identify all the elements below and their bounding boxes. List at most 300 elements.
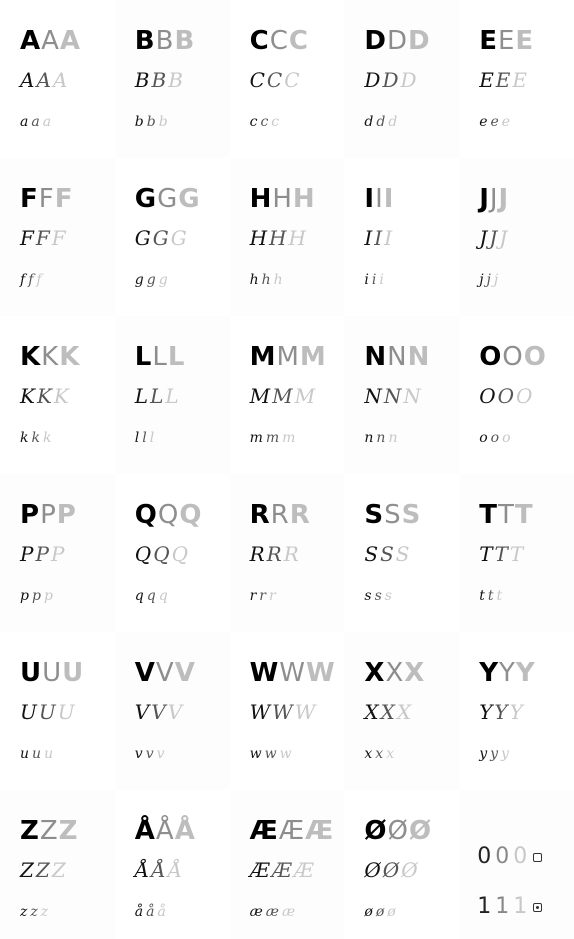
print-glyph: E: [515, 26, 534, 56]
script-glyph: D: [400, 68, 417, 92]
print-glyph: L: [167, 342, 185, 372]
number-glyph: 0: [513, 844, 528, 869]
lower-glyph: x: [364, 746, 373, 762]
lower-glyph: å: [157, 904, 166, 920]
lower-glyph: k: [42, 430, 52, 446]
print-glyph: L: [152, 342, 167, 372]
script-glyph: B: [168, 68, 183, 92]
print-glyph: Z: [20, 816, 39, 846]
script-glyph: T: [509, 542, 524, 566]
lower-glyph: u: [32, 746, 42, 762]
lower-glyph: t: [487, 588, 494, 604]
lower-glyph: l: [134, 430, 140, 446]
lower-glyph: w: [264, 746, 277, 762]
lower-row: [364, 882, 459, 922]
script-row: [364, 214, 459, 250]
print-row: [364, 180, 459, 214]
print-row: [250, 496, 345, 530]
number-glyph: 0: [477, 844, 492, 869]
lower-glyph: a: [31, 114, 40, 130]
script-row: [250, 56, 345, 92]
print-glyph: B: [174, 26, 195, 56]
print-row: [479, 338, 574, 372]
lower-row: [479, 566, 574, 606]
print-glyph: C: [269, 26, 288, 56]
script-glyph: J: [489, 226, 498, 250]
script-row: [364, 372, 459, 408]
start-point-icon: [533, 903, 542, 912]
lower-glyph: n: [364, 430, 374, 446]
print-row: [479, 654, 574, 688]
lower-row: [250, 408, 345, 448]
print-glyph: C: [288, 26, 308, 56]
script-glyph: M: [249, 384, 271, 408]
print-glyph: W: [306, 658, 335, 688]
script-row: [250, 372, 345, 408]
script-row: [479, 372, 574, 408]
lower-glyph: y: [479, 746, 488, 762]
script-glyph: S: [395, 542, 410, 566]
print-glyph: H: [249, 184, 272, 214]
letter-card: [344, 632, 459, 790]
lower-glyph: h: [273, 272, 283, 288]
script-glyph: Æ: [249, 858, 270, 882]
lower-glyph: s: [374, 588, 382, 604]
lower-glyph: o: [490, 430, 500, 446]
print-glyph: F: [54, 184, 73, 214]
print-glyph: F: [38, 184, 54, 214]
script-glyph: B: [134, 68, 150, 92]
script-glyph: A: [52, 68, 68, 92]
print-glyph: M: [299, 342, 326, 372]
letter-card: [344, 0, 459, 158]
lower-glyph: b: [134, 114, 144, 130]
script-glyph: U: [57, 700, 75, 724]
lower-glyph: w: [249, 746, 262, 762]
print-glyph: T: [479, 500, 497, 530]
letter-card: [115, 316, 230, 474]
print-row: [364, 338, 459, 372]
script-row: [364, 846, 459, 882]
lower-row: [364, 724, 459, 764]
print-row: [135, 22, 230, 56]
print-glyph: Ø: [408, 816, 432, 846]
print-glyph: Ø: [364, 816, 387, 846]
print-row: [20, 180, 115, 214]
print-glyph: Æ: [305, 816, 334, 846]
lower-glyph: m: [249, 430, 263, 446]
lower-row: [135, 882, 230, 922]
lower-glyph: j: [486, 272, 491, 288]
script-glyph: R: [283, 542, 299, 566]
script-glyph: X: [380, 700, 395, 724]
print-row: [20, 654, 115, 688]
print-row: [20, 812, 115, 846]
lower-row: [135, 566, 230, 606]
print-glyph: B: [134, 26, 155, 56]
lower-row: [20, 724, 115, 764]
print-glyph: Q: [179, 500, 202, 530]
print-row: [20, 338, 115, 372]
print-row: [364, 22, 459, 56]
letter-card: [0, 790, 115, 939]
script-row: [20, 846, 115, 882]
lower-glyph: æ: [265, 904, 279, 920]
lower-glyph: f: [20, 272, 26, 288]
script-row: [479, 530, 574, 566]
lower-row: [20, 882, 115, 922]
print-glyph: U: [62, 658, 84, 688]
print-glyph: G: [134, 184, 157, 214]
script-glyph: Ø: [364, 858, 381, 882]
print-glyph: S: [401, 500, 421, 530]
script-glyph: W: [272, 700, 293, 724]
print-glyph: A: [59, 26, 81, 56]
print-glyph: L: [134, 342, 152, 372]
print-glyph: T: [514, 500, 533, 530]
lower-glyph: i: [364, 272, 369, 288]
script-row: [20, 688, 115, 724]
letter-card: [230, 0, 345, 158]
lower-glyph: g: [146, 272, 156, 288]
number-glyph: 1: [513, 894, 528, 919]
print-glyph: Q: [134, 500, 157, 530]
lower-glyph: o: [502, 430, 511, 446]
script-row: [364, 688, 459, 724]
print-glyph: F: [20, 184, 38, 214]
script-row: [250, 688, 345, 724]
lower-glyph: g: [158, 272, 168, 288]
script-glyph: F: [20, 226, 34, 250]
print-row: [250, 338, 345, 372]
lower-glyph: c: [271, 114, 280, 130]
lower-row: [479, 408, 574, 448]
lower-glyph: f: [28, 272, 34, 288]
lower-glyph: k: [31, 430, 40, 446]
script-glyph: P: [35, 542, 49, 566]
script-row: [135, 688, 230, 724]
number-glyph: 0: [495, 844, 510, 869]
script-glyph: I: [364, 226, 373, 250]
print-glyph: K: [59, 342, 80, 372]
letter-card: [115, 790, 230, 939]
print-row: [364, 812, 459, 846]
print-glyph: I: [364, 184, 375, 214]
print-glyph: W: [249, 658, 279, 688]
script-glyph: V: [167, 700, 183, 724]
print-row: [135, 496, 230, 530]
lower-glyph: b: [146, 114, 156, 130]
lower-glyph: z: [40, 904, 49, 920]
lower-glyph: k: [20, 430, 29, 446]
lower-glyph: m: [282, 430, 296, 446]
script-glyph: Ø: [382, 858, 400, 882]
print-glyph: O: [502, 342, 523, 372]
script-glyph: J: [479, 226, 488, 250]
script-row: [20, 56, 115, 92]
print-glyph: Y: [499, 658, 515, 688]
script-glyph: H: [269, 226, 287, 250]
print-glyph: A: [20, 26, 41, 56]
script-glyph: Å: [167, 858, 183, 882]
letter-card: [115, 632, 230, 790]
letter-card: [115, 0, 230, 158]
print-glyph: E: [497, 26, 515, 56]
lower-glyph: s: [364, 588, 372, 604]
print-glyph: X: [385, 658, 404, 688]
lower-row: [20, 408, 115, 448]
lower-glyph: v: [156, 746, 165, 762]
start-point-icon: [533, 853, 542, 862]
script-row: [20, 372, 115, 408]
letter-card: [230, 632, 345, 790]
print-glyph: Æ: [278, 816, 305, 846]
print-glyph: C: [249, 26, 269, 56]
script-glyph: Ø: [401, 858, 418, 882]
script-glyph: Q: [171, 542, 189, 566]
letter-card: [0, 474, 115, 632]
script-glyph: E: [479, 68, 494, 92]
print-row: [479, 180, 574, 214]
print-glyph: Z: [58, 816, 78, 846]
script-glyph: Q: [134, 542, 152, 566]
numbers-card: [459, 790, 574, 939]
lower-glyph: i: [379, 272, 384, 288]
number-glyph: 1: [495, 894, 510, 919]
lower-glyph: s: [384, 588, 392, 604]
script-glyph: S: [380, 542, 394, 566]
lower-glyph: d: [364, 114, 374, 130]
lower-row: [479, 724, 574, 764]
print-glyph: O: [479, 342, 502, 372]
print-glyph: I: [383, 184, 394, 214]
print-glyph: D: [408, 26, 430, 56]
lower-row: [364, 408, 459, 448]
letter-card: [459, 0, 574, 158]
lower-glyph: y: [490, 746, 499, 762]
script-glyph: N: [383, 384, 402, 408]
script-glyph: Z: [51, 858, 66, 882]
script-glyph: S: [364, 542, 379, 566]
script-glyph: X: [364, 700, 379, 724]
print-glyph: V: [174, 658, 195, 688]
letter-card: [344, 158, 459, 316]
script-row: [135, 530, 230, 566]
print-row: [135, 654, 230, 688]
lower-glyph: y: [501, 746, 509, 762]
script-glyph: G: [170, 226, 187, 250]
letter-card: [344, 474, 459, 632]
lower-glyph: ø: [375, 904, 385, 920]
lower-glyph: u: [44, 746, 54, 762]
print-glyph: K: [41, 342, 59, 372]
print-glyph: B: [155, 26, 174, 56]
print-glyph: O: [523, 342, 546, 372]
lower-row: [250, 250, 345, 290]
print-glyph: E: [479, 26, 497, 56]
letter-card: [459, 158, 574, 316]
lower-row: [479, 92, 574, 132]
script-glyph: Z: [20, 858, 34, 882]
lower-glyph: m: [265, 430, 280, 446]
script-glyph: C: [284, 68, 300, 92]
letter-card: [115, 158, 230, 316]
print-glyph: S: [384, 500, 401, 530]
lower-row: [250, 92, 345, 132]
lower-glyph: f: [36, 272, 42, 288]
letter-card: [0, 0, 115, 158]
script-glyph: F: [35, 226, 50, 250]
print-glyph: G: [157, 184, 178, 214]
script-row: [479, 56, 574, 92]
print-glyph: D: [386, 26, 408, 56]
lower-glyph: d: [376, 114, 386, 130]
script-row: [250, 214, 345, 250]
script-row: [250, 530, 345, 566]
print-glyph: H: [272, 184, 292, 214]
lower-glyph: æ: [281, 904, 296, 920]
lower-row: [135, 408, 230, 448]
lower-row: [20, 250, 115, 290]
script-glyph: U: [38, 700, 56, 724]
print-glyph: P: [20, 500, 40, 530]
script-glyph: O: [479, 384, 496, 408]
print-glyph: X: [404, 658, 425, 688]
print-glyph: K: [20, 342, 41, 372]
lower-row: [250, 566, 345, 606]
lower-glyph: c: [260, 114, 269, 130]
print-glyph: Å: [134, 816, 155, 846]
letter-card: [230, 158, 345, 316]
print-glyph: U: [42, 658, 62, 688]
print-glyph: P: [56, 500, 76, 530]
lower-glyph: a: [42, 114, 52, 130]
script-glyph: K: [36, 384, 52, 408]
print-glyph: Z: [39, 816, 58, 846]
print-glyph: J: [498, 184, 509, 214]
script-glyph: K: [20, 384, 35, 408]
lower-glyph: x: [386, 746, 395, 762]
script-glyph: C: [249, 68, 265, 92]
print-glyph: Ø: [387, 816, 408, 846]
script-row: [364, 56, 459, 92]
print-row: [250, 654, 345, 688]
letter-card: [344, 790, 459, 939]
print-glyph: P: [40, 500, 56, 530]
print-glyph: H: [292, 184, 315, 214]
lower-glyph: t: [479, 588, 485, 604]
script-glyph: Z: [35, 858, 50, 882]
lower-glyph: å: [146, 904, 155, 920]
print-glyph: Æ: [249, 816, 278, 846]
print-glyph: Y: [515, 658, 535, 688]
print-row: [250, 22, 345, 56]
letter-card: [230, 474, 345, 632]
lower-glyph: u: [20, 746, 30, 762]
print-row: [479, 22, 574, 56]
script-glyph: N: [364, 384, 382, 408]
script-glyph: R: [249, 542, 265, 566]
script-glyph: W: [294, 700, 316, 724]
lower-glyph: q: [134, 588, 144, 604]
print-row: [364, 496, 459, 530]
letter-card: [344, 316, 459, 474]
print-glyph: Å: [174, 816, 195, 846]
letter-card: [0, 158, 115, 316]
lower-row: [20, 566, 115, 606]
lower-glyph: h: [261, 272, 271, 288]
print-glyph: M: [249, 342, 276, 372]
letter-card: [459, 316, 574, 474]
script-glyph: M: [272, 384, 293, 408]
number-row-zero: [477, 820, 574, 870]
lower-glyph: r: [249, 588, 257, 604]
script-glyph: G: [134, 226, 151, 250]
lower-glyph: t: [496, 588, 503, 604]
lower-row: [135, 92, 230, 132]
lower-glyph: n: [376, 430, 386, 446]
script-row: [479, 214, 574, 250]
script-glyph: C: [266, 68, 283, 92]
print-glyph: D: [364, 26, 386, 56]
script-glyph: E: [512, 68, 528, 92]
lower-glyph: q: [146, 588, 156, 604]
print-glyph: X: [364, 658, 385, 688]
script-glyph: Å: [151, 858, 166, 882]
script-glyph: Q: [153, 542, 170, 566]
script-glyph: Y: [479, 700, 493, 724]
lower-glyph: z: [20, 904, 28, 920]
script-glyph: Y: [509, 700, 523, 724]
print-glyph: N: [407, 342, 430, 372]
script-glyph: W: [249, 700, 271, 724]
print-row: [20, 496, 115, 530]
print-glyph: N: [364, 342, 387, 372]
lower-row: [364, 250, 459, 290]
script-glyph: Æ: [293, 858, 314, 882]
script-glyph: B: [151, 68, 167, 92]
lower-row: [20, 92, 115, 132]
print-row: [135, 812, 230, 846]
print-row: [135, 180, 230, 214]
script-glyph: P: [50, 542, 65, 566]
script-glyph: O: [516, 384, 533, 408]
script-glyph: H: [249, 226, 268, 250]
print-glyph: V: [134, 658, 155, 688]
lower-row: [364, 566, 459, 606]
script-glyph: Æ: [271, 858, 292, 882]
script-glyph: X: [396, 700, 412, 724]
lower-glyph: v: [145, 746, 154, 762]
script-glyph: I: [384, 226, 393, 250]
lower-glyph: e: [479, 114, 488, 130]
script-glyph: Å: [134, 858, 150, 882]
script-row: [364, 530, 459, 566]
script-row: [135, 56, 230, 92]
lower-glyph: å: [134, 904, 144, 920]
lower-glyph: æ: [249, 904, 263, 920]
lower-row: [479, 250, 574, 290]
lower-glyph: r: [269, 588, 276, 604]
lower-glyph: i: [371, 272, 377, 288]
print-glyph: A: [41, 26, 59, 56]
script-glyph: N: [403, 384, 421, 408]
lower-glyph: p: [20, 588, 29, 604]
letter-card: [230, 790, 345, 939]
script-row: [135, 846, 230, 882]
lower-glyph: g: [134, 272, 144, 288]
script-glyph: V: [134, 700, 150, 724]
